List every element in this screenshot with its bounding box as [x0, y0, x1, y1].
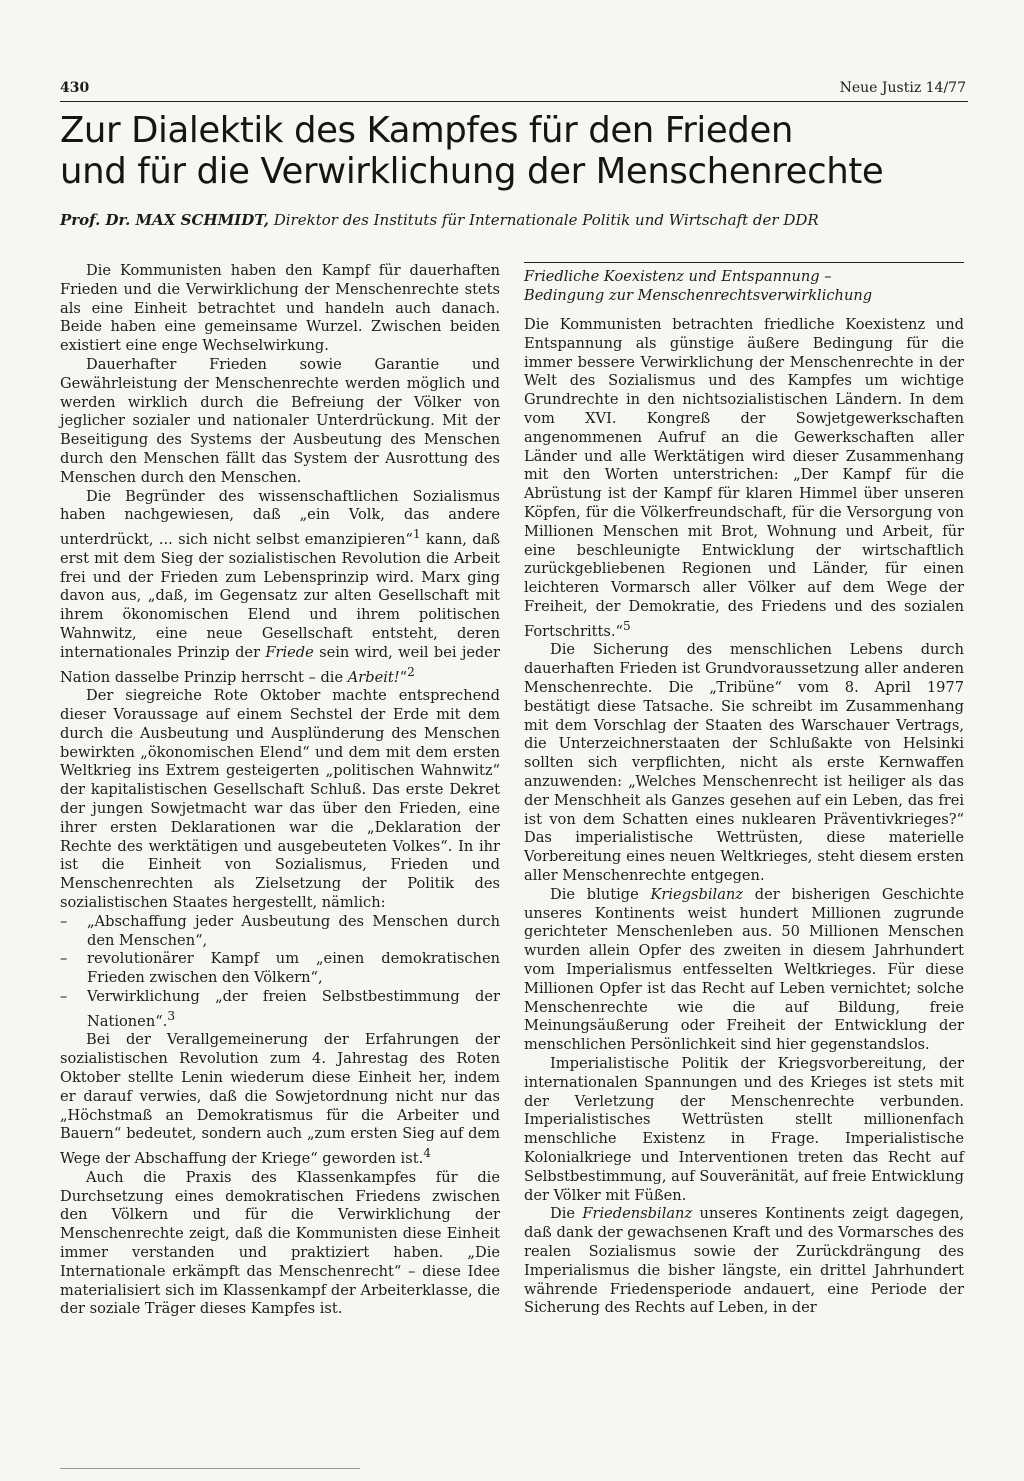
emphasis: Arbeit! [347, 668, 400, 686]
text-run: Verwirklichung „der freien Selbstbestimmung der Nationen“. [87, 988, 500, 1030]
journal-issue: Neue Justiz 14/77 [839, 80, 966, 96]
paragraph: Die Kommunisten haben den Kampf für dauerhaften Frieden und die Verwirklichung der Menschenrechte stets als eine Einheit betrachtet und handeln auch danach. Beide haben eine gemeinsame Wurzel. Zwischen beiden existiert eine enge Wechselwirkung. [60, 262, 500, 355]
footnote-rule [60, 1468, 360, 1469]
paragraph: Dauerhafter Frieden sowie Garantie und Gewährleistung der Menschenrechte werden möglich und werden wirklich durch die Befreiung der Völker von jeglicher sozialer und nationaler Unterdrückung. Mit der Beseitigung des Systems der Ausbeutung des Menschen durch den Menschen fällt das System der Ausrottung des Menschen durch den Menschen. [60, 355, 500, 486]
section-heading-line-1: Friedliche Koexistenz und Entspannung – [524, 268, 832, 285]
paragraph [524, 1205, 964, 1318]
author-line [60, 210, 970, 230]
footnote-ref: 3 [167, 1008, 176, 1023]
text-run: unseres Kontinents zeigt dagegen, daß dank der gewachsenen Kraft und des Vormarsches des realen Sozialismus sowie der Zurückdrängung des Imperialismus die bisher längste, ein drittel Jahrhundert währende Friedensperiode andauert, eine Periode der Sicherung des Rechts auf Leben, in der [524, 1205, 964, 1317]
text-run: Die blutige [550, 885, 651, 903]
author-role: Direktor des Instituts für Internationale Politik und Wirtschaft der DDR [273, 211, 819, 229]
header-rule [60, 101, 968, 102]
list-item: – revolutionärer Kampf um „einen demokratischen Frieden zwischen den Völkern“, [60, 950, 500, 988]
text-run: Die [550, 1205, 583, 1223]
title-line-1: Zur Dialektik des Kampfes für den Frieden [60, 110, 793, 151]
emphasis: Friede [265, 643, 314, 661]
section-heading-line-2: Bedingung zur Menschenrechtsverwirklichung [524, 287, 873, 304]
column-right [524, 262, 964, 1318]
article-title [60, 110, 960, 192]
list-item [60, 988, 500, 1031]
text-run: Die Kommunisten betrachten friedliche Koexistenz und Entspannung als günstige äußere Bedingung für die immer bessere Verwirklichung der Menschenrechte in der Welt des Sozialismus und des Kampfes um wichtige Grundrechte in den nichtsozialistischen Ländern. In dem vom XVI. Kongreß der Sowjetgewerkschaften angenommenen Aufruf an die Gewerkschaften aller Länder und alle Werktätigen wird dieser Zusammenhang mit den Worten unterstrichen: „Der Kampf für die Abrüstung ist der Kampf für klaren Himmel über unseren Köpfen, für die Völkerfreundschaft, für die Versorgung von Millionen Menschen mit Brot, Wohnung und Arbeit, für eine beschleunigte Entwicklung der wirtschaftlich zurückgebliebenen Regionen und Länder, für einen leichteren Vormarsch aller Völker auf dem Wege der Freiheit, der Demokratie, des Friedens und des sozialen Fortschritts.“ [524, 316, 964, 640]
paragraph: Auch die Praxis des Klassenkampfes für die Durchsetzung eines demokratischen Friedens zwischen den Völkern und für die Verwirklichung der Menschenrechte zeigt, daß die Kommunisten diese Einheit immer verstanden und praktiziert haben. „Die Internationale erkämpft das Menschenrecht“ – diese Idee materialisiert sich im Klassenkampf der Arbeiterklasse, die der soziale Träger dieses Kampfes ist. [60, 1168, 500, 1318]
list-item: – „Abschaffung jeder Ausbeutung des Menschen durch den Menschen“, [60, 913, 500, 951]
footnote-ref: 2 [407, 664, 415, 679]
paragraph: Die Sicherung des menschlichen Lebens durch dauerhaften Frieden ist Grundvoraussetzung aller anderen Menschenrechte. Die „Tribüne“ vom 8. April 1977 bestätigt diese Tatsache. Sie schreibt im Zusammenhang mit dem Vorschlag der Staaten des Warschauer Vertrags, die Unterzeichnerstaaten der Schlußakte von Helsinki sollten sich verpflichten, nicht als erste Kernwaffen anzuwenden: „Welches Menschenrecht ist heiliger als das der Menschheit als Ganzes gesehen auf ein Leben, das frei ist von dem Schatten eines nuklearen Präventivkrieges?“ Das imperialistische Wettrüsten, diese materielle Vorbereitung eines neuen Weltkrieges, steht diesem ersten aller Menschenrechte entgegen. [524, 641, 964, 884]
paragraph [60, 488, 500, 688]
text-run: Die Begründer des wissenschaftlichen Sozialismus haben nachgewiesen, daß „ein Volk, das andere unterdrückt, ... sich nicht selbst emanzipieren“ [60, 487, 500, 549]
goals-list [60, 913, 500, 1032]
author-name: Prof. Dr. MAX SCHMIDT, [60, 211, 269, 229]
paragraph [60, 1031, 500, 1168]
footnote-ref: 1 [412, 527, 421, 542]
text-run: “ [399, 668, 408, 686]
column-left [60, 262, 500, 1319]
emphasis: Kriegsbilanz [650, 885, 743, 903]
paragraph: Der siegreiche Rote Oktober machte entsprechend dieser Voraussage auf einem Sechstel der Erde mit dem durch die Ausbeutung und Ausplünderung des Menschen bewirkten „ökonomischen Elend“ und dem mit dem ersten Weltkrieg ins Extrem gesteigerten „politischen Wahnwitz“ der kapitalistischen Gesellschaft Schluß. Das erste Dekret der jungen Sowjetmacht war das über den Frieden, eine ihrer ersten Deklarationen war die „Deklaration der Rechte des werktätigen und ausgebeuteten Volkes“. In ihr ist die Einheit von Sozialismus, Frieden und Menschenrechten als Zielsetzung der Politik des sozialistischen Staates hergestellt, nämlich: [60, 687, 500, 912]
paragraph [524, 886, 964, 1055]
section-heading [524, 262, 964, 305]
text-run: sein wird, weil bei jeder Nation dasselbe Prinzip herrscht – die [60, 643, 500, 686]
footnote-ref: 4 [423, 1146, 431, 1161]
footnote-ref: 5 [622, 618, 631, 633]
emphasis: Friedensbilanz [582, 1205, 693, 1223]
text-run: kann, daß erst mit dem Sieg der sozialistischen Revolution die Arbeit frei und der Frieden zum Lebensprinzip wird. Marx ging davon aus, „daß, im Gegensatz zur alten Gesellschaft mit ihrem ökonomischen Elend und ihrem politischen Wahnwitz, eine neue Gesellschaft entsteht, deren internationales Prinzip der [60, 531, 500, 661]
text-run: Bei der Verallgemeinerung der Erfahrungen der sozialistischen Revolution zum 4. Jahrestag des Roten Oktober stellte Lenin wiederum diese Einheit her, indem er darauf verwies, daß die Sowjetordnung nicht nur das „Höchstmaß an Demokratismus für die Arbeiter und Bauern“ bedeutet, sondern auch „zum ersten Sieg auf dem Wege der Abschaffung der Kriege“ geworden ist. [60, 1031, 500, 1168]
page-number: 430 [60, 80, 90, 96]
title-line-2: und für die Verwirklichung der Menschenrechte [60, 151, 884, 192]
text-run: der bisherigen Geschichte unseres Kontinents weist hundert Millionen zugrunde gerichteter Menschenleben aus. 50 Millionen Menschen wurden allein Opfer des zweiten in diesem Jahrhundert vom Imperialismus entfesselten Weltkrieges. Für diese Millionen Opfer ist das Recht auf Leben vernichtet; solche Menschenrechte wie die auf Bildung, freie Meinungsäußerung oder Freiheit der Entwicklung der menschlichen Persönlichkeit sind hier gegenstandslos. [524, 885, 964, 1054]
paragraph [524, 316, 964, 641]
paragraph: Imperialistische Politik der Kriegsvorbereitung, der internationalen Spannungen und des Krieges ist stets mit der Verletzung der Menschenrechte verbunden. Imperialistisches Wettrüsten stellt millionenfach menschliche Existenz in Frage. Imperialistische Kolonialkriege und Interventionen treten das Recht auf Selbstbestimmung, auf Souveränität, auf freie Entwicklung der Völker mit Füßen. [524, 1054, 964, 1204]
